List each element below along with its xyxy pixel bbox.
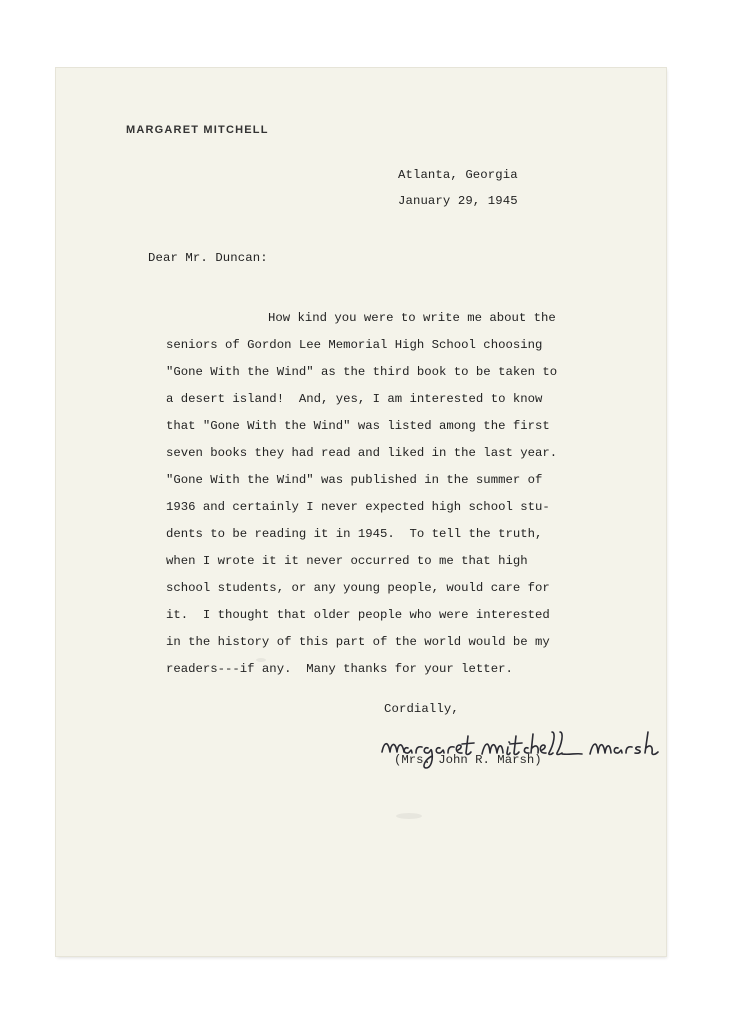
body-line: readers---if any. Many thanks for your letter. [166, 662, 513, 676]
paper-mark [256, 658, 266, 662]
place-line: Atlanta, Georgia [398, 168, 518, 182]
letterhead: MARGARET MITCHELL [126, 124, 269, 136]
body-line: 1936 and certainly I never expected high school stu- [166, 500, 550, 514]
body-line: that "Gone With the Wind" was listed among the first [166, 419, 550, 433]
closing: Cordially, [384, 702, 459, 716]
letter-sheet [56, 68, 666, 956]
body-line: school students, or any young people, would care for [166, 581, 550, 595]
typed-signer-name: (Mrs. John R. Marsh) [394, 753, 542, 767]
body-line: it. I thought that older people who were interested [166, 608, 550, 622]
body-line: "Gone With the Wind" as the third book to be taken to [166, 365, 558, 379]
body-line: in the history of this part of the world would be my [166, 635, 550, 649]
body-line: dents to be reading it in 1945. To tell the truth, [166, 527, 543, 541]
body-line: "Gone With the Wind" was published in the summer of [166, 473, 543, 487]
body-line: when I wrote it it never occurred to me that high [166, 554, 528, 568]
body-line: How kind you were to write me about the [268, 311, 556, 325]
salutation: Dear Mr. Duncan: [148, 251, 268, 265]
body-line: seven books they had read and liked in the last year. [166, 446, 558, 460]
body-line: a desert island! And, yes, I am interested to know [166, 392, 543, 406]
body-line: seniors of Gordon Lee Memorial High School choosing [166, 338, 543, 352]
date-line: January 29, 1945 [398, 194, 518, 208]
paper-mark [396, 813, 422, 819]
